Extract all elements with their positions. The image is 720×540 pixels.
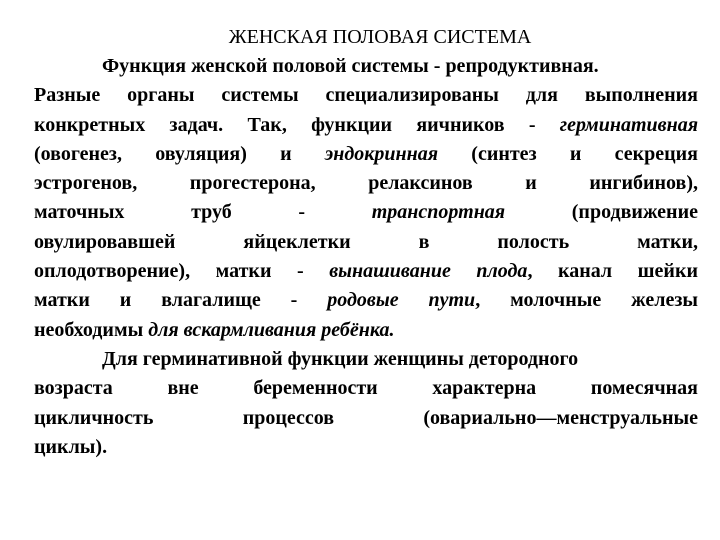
paragraph-1-line-7: овулировавшей яйцеклетки в полость матки, (34, 230, 698, 253)
paragraph-1-line-1: Функция женской половой системы - репродуктивная. (102, 55, 599, 77)
paragraph-1-line-5: эстрогенов, прогестерона, релаксинов и ингибинов), (34, 172, 698, 195)
line-text: (овогенез, овуляция) и (34, 142, 325, 165)
paragraph-1-line-10 (34, 316, 698, 345)
line-text: матки и влагалище - (34, 289, 328, 312)
line-text: , молочные железы (475, 289, 698, 312)
term-gestation: вынашивание плода (329, 260, 528, 283)
term-transport: транспортная (371, 201, 506, 224)
line-text: оплодотворение), матки - (34, 260, 330, 283)
paragraph-1-line-3 (34, 111, 698, 140)
page-title: ЖЕНСКАЯ ПОЛОВАЯ СИСТЕМА (228, 26, 532, 48)
paragraph-2-line-4: циклы). (34, 435, 108, 458)
term-birth-canal: родовые пути (327, 289, 476, 312)
term-germinative: герминативная (559, 113, 698, 136)
paragraph-1-line-4 (34, 140, 698, 169)
body-text (34, 52, 698, 462)
paragraph-1-line-6 (34, 198, 698, 227)
term-feeding: для вскармливания ребёнка. (148, 318, 395, 341)
line-text: , канал шейки (527, 260, 698, 283)
paragraph-2-line-1: Для герминативной функции женщины детородного (102, 347, 579, 370)
paragraph-1-line-9 (34, 286, 698, 315)
paragraph-1-line-8 (34, 257, 698, 286)
term-endocrine: эндокринная (324, 142, 439, 165)
line-text: необходимы (34, 318, 149, 341)
line-text: Разные органы системы специализированы для выполнения (34, 84, 698, 107)
paragraph-1-line-2 (34, 81, 698, 110)
line-text: конкретных задач. Так, функции яичников - (34, 113, 560, 136)
paragraph-2-line-3: цикличность процессов (овариально—менструальные (34, 406, 698, 429)
paragraph-2-line-2: возраста вне беременности характерна помесячная (34, 377, 698, 400)
line-text: маточных труб - (34, 201, 372, 224)
line-text: (синтез и секреция (438, 142, 699, 165)
line-text: (продвижение (505, 201, 698, 224)
